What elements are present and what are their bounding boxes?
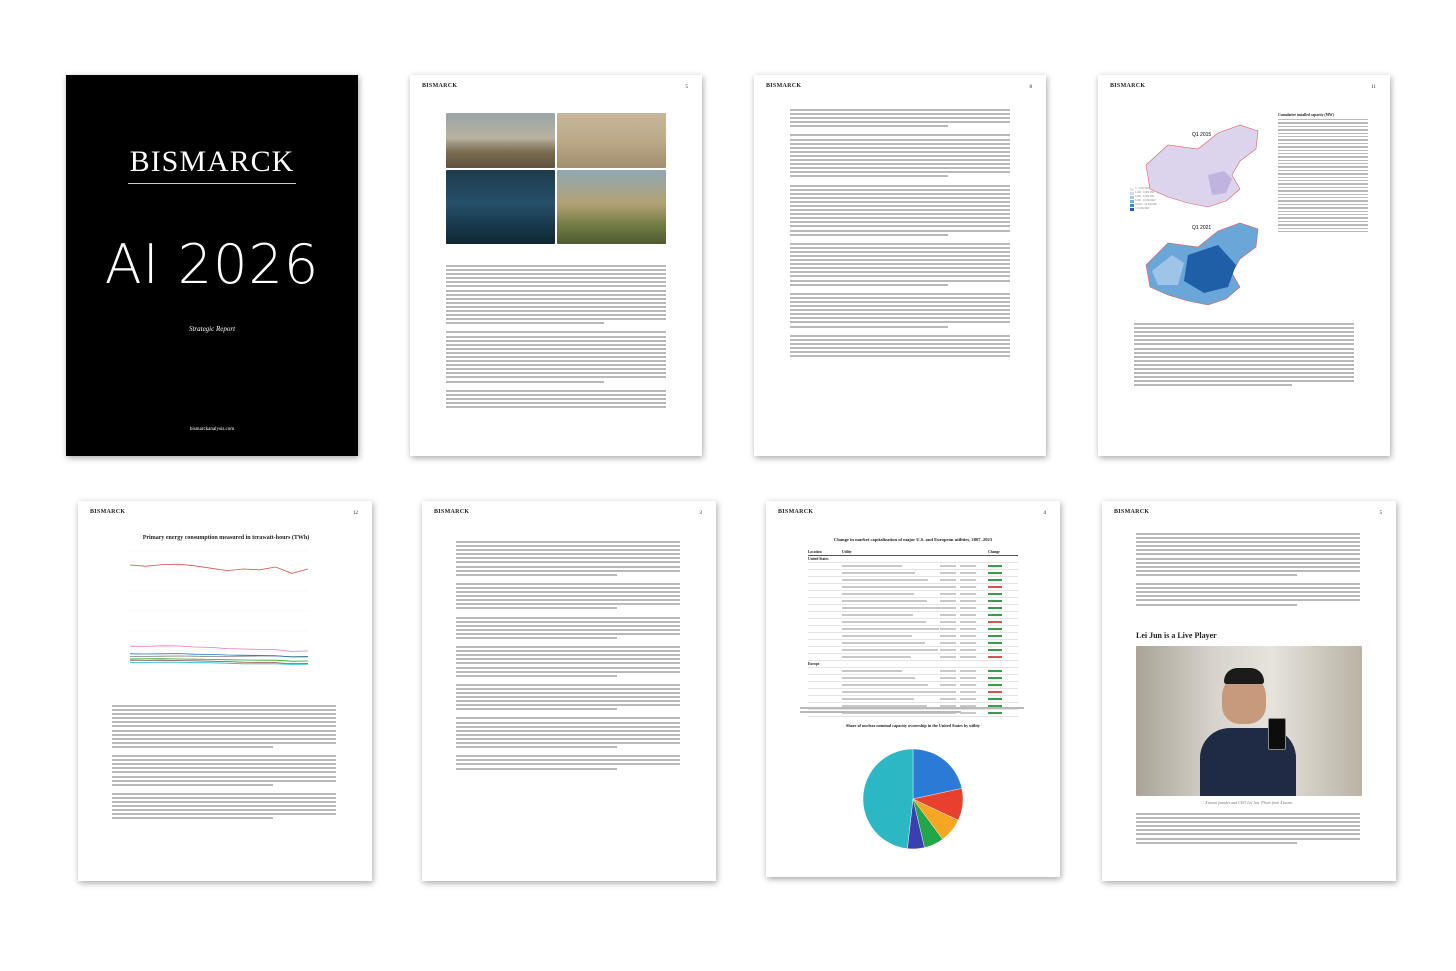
page-utilities[interactable] [766, 501, 1060, 877]
legend-label: 1,000 - 3,000 MW [1135, 191, 1155, 194]
page-number: 5 [1379, 511, 1382, 516]
page-number: 5 [685, 85, 688, 90]
page-number: 11 [1371, 85, 1376, 90]
drone-photo-1 [446, 113, 555, 168]
page-drones[interactable] [410, 75, 702, 456]
page-number: 12 [353, 511, 358, 516]
body-text [446, 265, 666, 410]
map-q1-label: Q1 2015 [1192, 132, 1212, 138]
us-rows [808, 563, 1018, 661]
page-text-1[interactable] [754, 75, 1046, 456]
col-utility: Utility [842, 550, 852, 554]
section-heading: Lei Jun is a Live Player [1136, 631, 1217, 640]
cover-subtitle: Strategic Report [188, 325, 236, 333]
col-change: Change [988, 550, 1000, 554]
drone-photo-4 [557, 170, 666, 244]
lei-jun-photo [1136, 646, 1362, 796]
table-row [808, 626, 1018, 633]
table-row [808, 675, 1018, 682]
page-header: BISMARCK [90, 509, 126, 515]
table-row [808, 689, 1018, 696]
table-row [808, 619, 1018, 626]
table-row [808, 598, 1018, 605]
drone-photo-3 [446, 170, 555, 244]
page-header: BISMARCK [434, 509, 470, 515]
chart-title: Primary energy consumption measured in terawatt-hours (TWh) [142, 535, 310, 541]
pie-slice [863, 749, 913, 849]
map-q2-label: Q1 2021 [1192, 225, 1212, 231]
legend-swatch [1130, 200, 1134, 203]
legend-item [1130, 207, 1170, 211]
series-line-japan [130, 646, 308, 652]
page-header: BISMARCK [1114, 509, 1150, 515]
table-row [808, 682, 1018, 689]
table-row [808, 654, 1018, 661]
page-header: BISMARCK [778, 509, 814, 515]
table-row [808, 696, 1018, 703]
legend-label: 10,000 - 15,000 MW [1135, 203, 1157, 206]
capacity-table [1278, 113, 1368, 234]
legend-swatch [1130, 208, 1134, 211]
photo-caption: Xiaomi founder and CEO Lei Jun. Photo from Xiaomi. [1205, 800, 1293, 805]
table-row [808, 633, 1018, 640]
table-row [808, 577, 1018, 584]
table-row [808, 605, 1018, 612]
page-number: 3 [699, 511, 702, 516]
table-header-row [808, 549, 1018, 556]
table-row [808, 668, 1018, 675]
body-text [112, 705, 336, 821]
col-location: Location [808, 550, 822, 554]
cover-title: AI 2026 [104, 233, 320, 296]
page-number: 8 [1029, 85, 1032, 90]
page-header: BISMARCK [766, 83, 802, 89]
table-row [808, 584, 1018, 591]
page-xiaomi[interactable] [1102, 501, 1396, 881]
page-number: 4 [1043, 511, 1046, 516]
cover-rule-top [128, 183, 296, 184]
nuclear-ownership-pie [816, 737, 1010, 857]
cover-site: bismarckanalysis.com [189, 427, 235, 432]
series-line-united-states [130, 564, 308, 573]
legend-swatch [1130, 196, 1134, 199]
body-text [800, 707, 1024, 715]
body-text [1136, 533, 1360, 608]
table-row [808, 591, 1018, 598]
table-title: Change in market capitalization of major U.S. and European utilities, 2007–2023 [833, 537, 993, 542]
map-legend [1130, 187, 1170, 211]
table-row [808, 647, 1018, 654]
page-maps[interactable] [1098, 75, 1390, 456]
body-text [456, 541, 680, 772]
section-europe: Europe [808, 661, 1018, 668]
photo-caption [446, 247, 666, 252]
pie-title: Share of nuclear nominal capacity ownership in the United States by utility [846, 723, 980, 728]
utilities-table [808, 549, 1018, 717]
table-row [808, 570, 1018, 577]
body-text [1134, 323, 1354, 389]
section-us: United States [808, 556, 1018, 563]
page-header: BISMARCK [422, 83, 458, 89]
legend-swatch [1130, 188, 1134, 191]
table-row [808, 612, 1018, 619]
legend-label: 5,000 - 10,000 MW [1135, 199, 1156, 202]
cover-brand: BISMARCK [129, 145, 295, 178]
page-header: BISMARCK [1110, 83, 1146, 89]
cover-page[interactable] [66, 75, 358, 456]
legend-label: 0 - 1,000 MW [1135, 187, 1150, 190]
body-text [790, 109, 1010, 359]
drone-photo-2 [557, 113, 666, 168]
capacity-table-title: Cumulative installed capacity (MW) [1278, 113, 1334, 117]
legend-swatch [1130, 204, 1134, 207]
phone [1268, 718, 1286, 750]
portrait-hair [1224, 668, 1264, 684]
legend-label: > 15,000 MW [1135, 207, 1150, 210]
body-text-2 [1136, 813, 1360, 846]
table-row [808, 640, 1018, 647]
energy-line-chart [108, 545, 348, 685]
table-row [808, 563, 1018, 570]
legend-label: 3,000 - 5,000 MW [1135, 195, 1155, 198]
page-energy-chart[interactable] [78, 501, 372, 881]
page-text-2[interactable] [422, 501, 716, 881]
legend-swatch [1130, 192, 1134, 195]
